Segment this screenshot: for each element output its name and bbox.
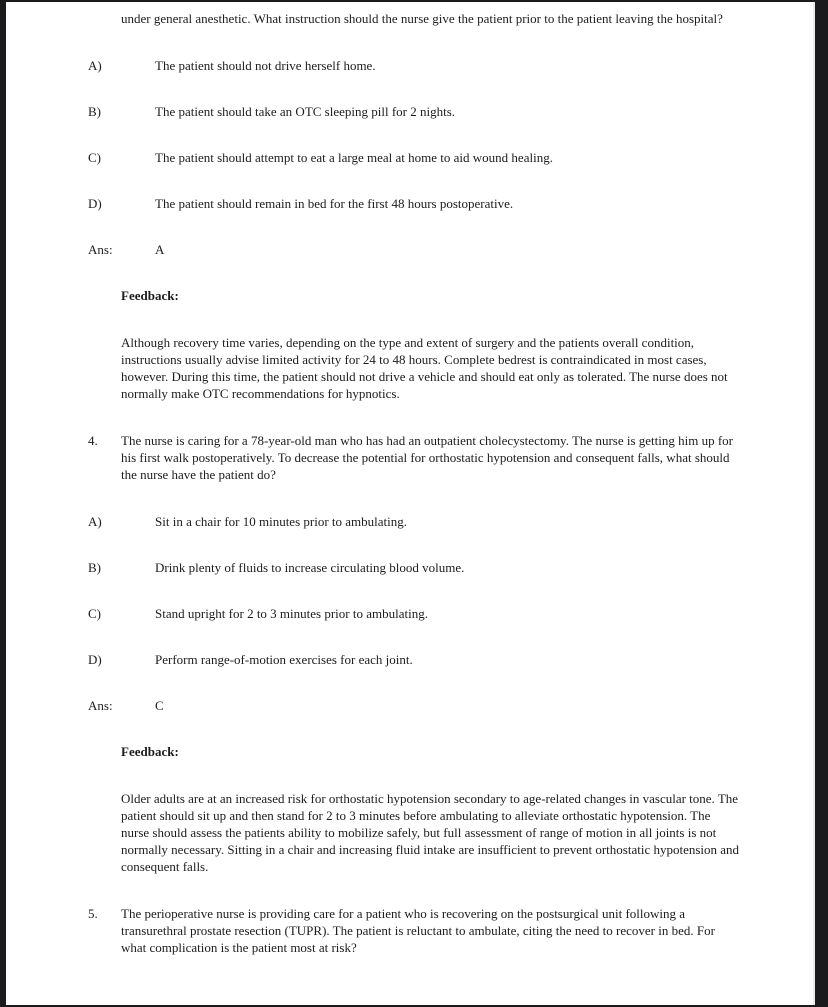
answer-label: Ans: xyxy=(88,242,113,257)
option-row xyxy=(88,651,788,668)
question-block-4 xyxy=(88,432,788,875)
option-text: Stand upright for 2 to 3 minutes prior to ambulating. xyxy=(155,606,428,621)
question-number xyxy=(88,10,121,27)
option-label: D) xyxy=(88,652,102,667)
document-page xyxy=(6,2,815,1005)
question-stem-row xyxy=(88,432,788,483)
option-text: Drink plenty of fluids to increase circulating blood volume. xyxy=(155,560,465,575)
option-row xyxy=(88,57,788,74)
answer-row xyxy=(88,241,788,258)
question-block-5 xyxy=(88,905,788,956)
question-block-continued xyxy=(88,10,788,402)
option-text: Sit in a chair for 10 minutes prior to ambulating. xyxy=(155,514,408,529)
question-stem-row xyxy=(88,10,788,27)
feedback-text: Although recovery time varies, depending on the type and extent of surgery and the patients overall condition, instructions usually advise limited activity for 24 to 48 hours. Complete bedrest is contraindicated in most cases, however. During this time, the patient should not drive a vehicle and should eat only as tolerated. The nurse does not normally make OTC recommendations for hypnotics. xyxy=(121,335,728,401)
option-label: A) xyxy=(88,58,102,73)
question-stem: under general anesthetic. What instruction should the nurse give the patient prior to the patient leaving the hospital? xyxy=(121,11,723,26)
question-number: 5. xyxy=(88,906,98,921)
option-text: The patient should not drive herself home. xyxy=(155,58,376,73)
option-row xyxy=(88,559,788,576)
answer-value: A xyxy=(155,242,165,257)
option-row xyxy=(88,513,788,530)
question-number: 4. xyxy=(88,433,98,448)
question-stem: The nurse is caring for a 78-year-old man who has had an outpatient cholecystectomy. The nurse is getting him up for his first walk postoperatively. To decrease the potential for orthostatic hypotension and consequent falls, what should the nurse have the patient do? xyxy=(121,433,734,482)
option-text: The patient should take an OTC sleeping pill for 2 nights. xyxy=(155,104,456,119)
option-text: The patient should remain in bed for the first 48 hours postoperative. xyxy=(155,196,514,211)
feedback-label: Feedback: xyxy=(121,288,179,303)
option-row xyxy=(88,103,788,120)
feedback-label: Feedback: xyxy=(121,744,179,759)
answer-row xyxy=(88,697,788,714)
question-stem: The perioperative nurse is providing care for a patient who is recovering on the postsurgical unit following a transurethral prostate resection (TUPR). The patient is reluctant to ambulate, citing the need to recover in bed. For what complication is the patient most at risk? xyxy=(121,906,715,955)
option-label: B) xyxy=(88,104,101,119)
option-row xyxy=(88,605,788,622)
option-label: C) xyxy=(88,606,101,621)
answer-value: C xyxy=(155,698,164,713)
option-label: A) xyxy=(88,514,102,529)
option-label: B) xyxy=(88,560,101,575)
option-row xyxy=(88,149,788,166)
answer-label: Ans: xyxy=(88,698,113,713)
option-label: C) xyxy=(88,150,101,165)
question-stem-row xyxy=(88,905,788,956)
feedback-text: Older adults are at an increased risk for orthostatic hypotension secondary to age-related changes in vascular tone. The patient should sit up and then stand for 2 to 3 minutes before ambulating to alleviate orthostatic hypotension. The nurse should assess the patients ability to mobilize safely, but full assessment of range of motion in all joints is not normally necessary. Sitting in a chair and increasing fluid intake are insufficient to prevent orthostatic hypotension and consequent falls. xyxy=(121,791,740,874)
option-text: The patient should attempt to eat a large meal at home to aid wound healing. xyxy=(155,150,553,165)
option-text: Perform range-of-motion exercises for each joint. xyxy=(155,652,413,667)
option-row xyxy=(88,195,788,212)
option-label: D) xyxy=(88,196,102,211)
page-content xyxy=(88,10,788,956)
